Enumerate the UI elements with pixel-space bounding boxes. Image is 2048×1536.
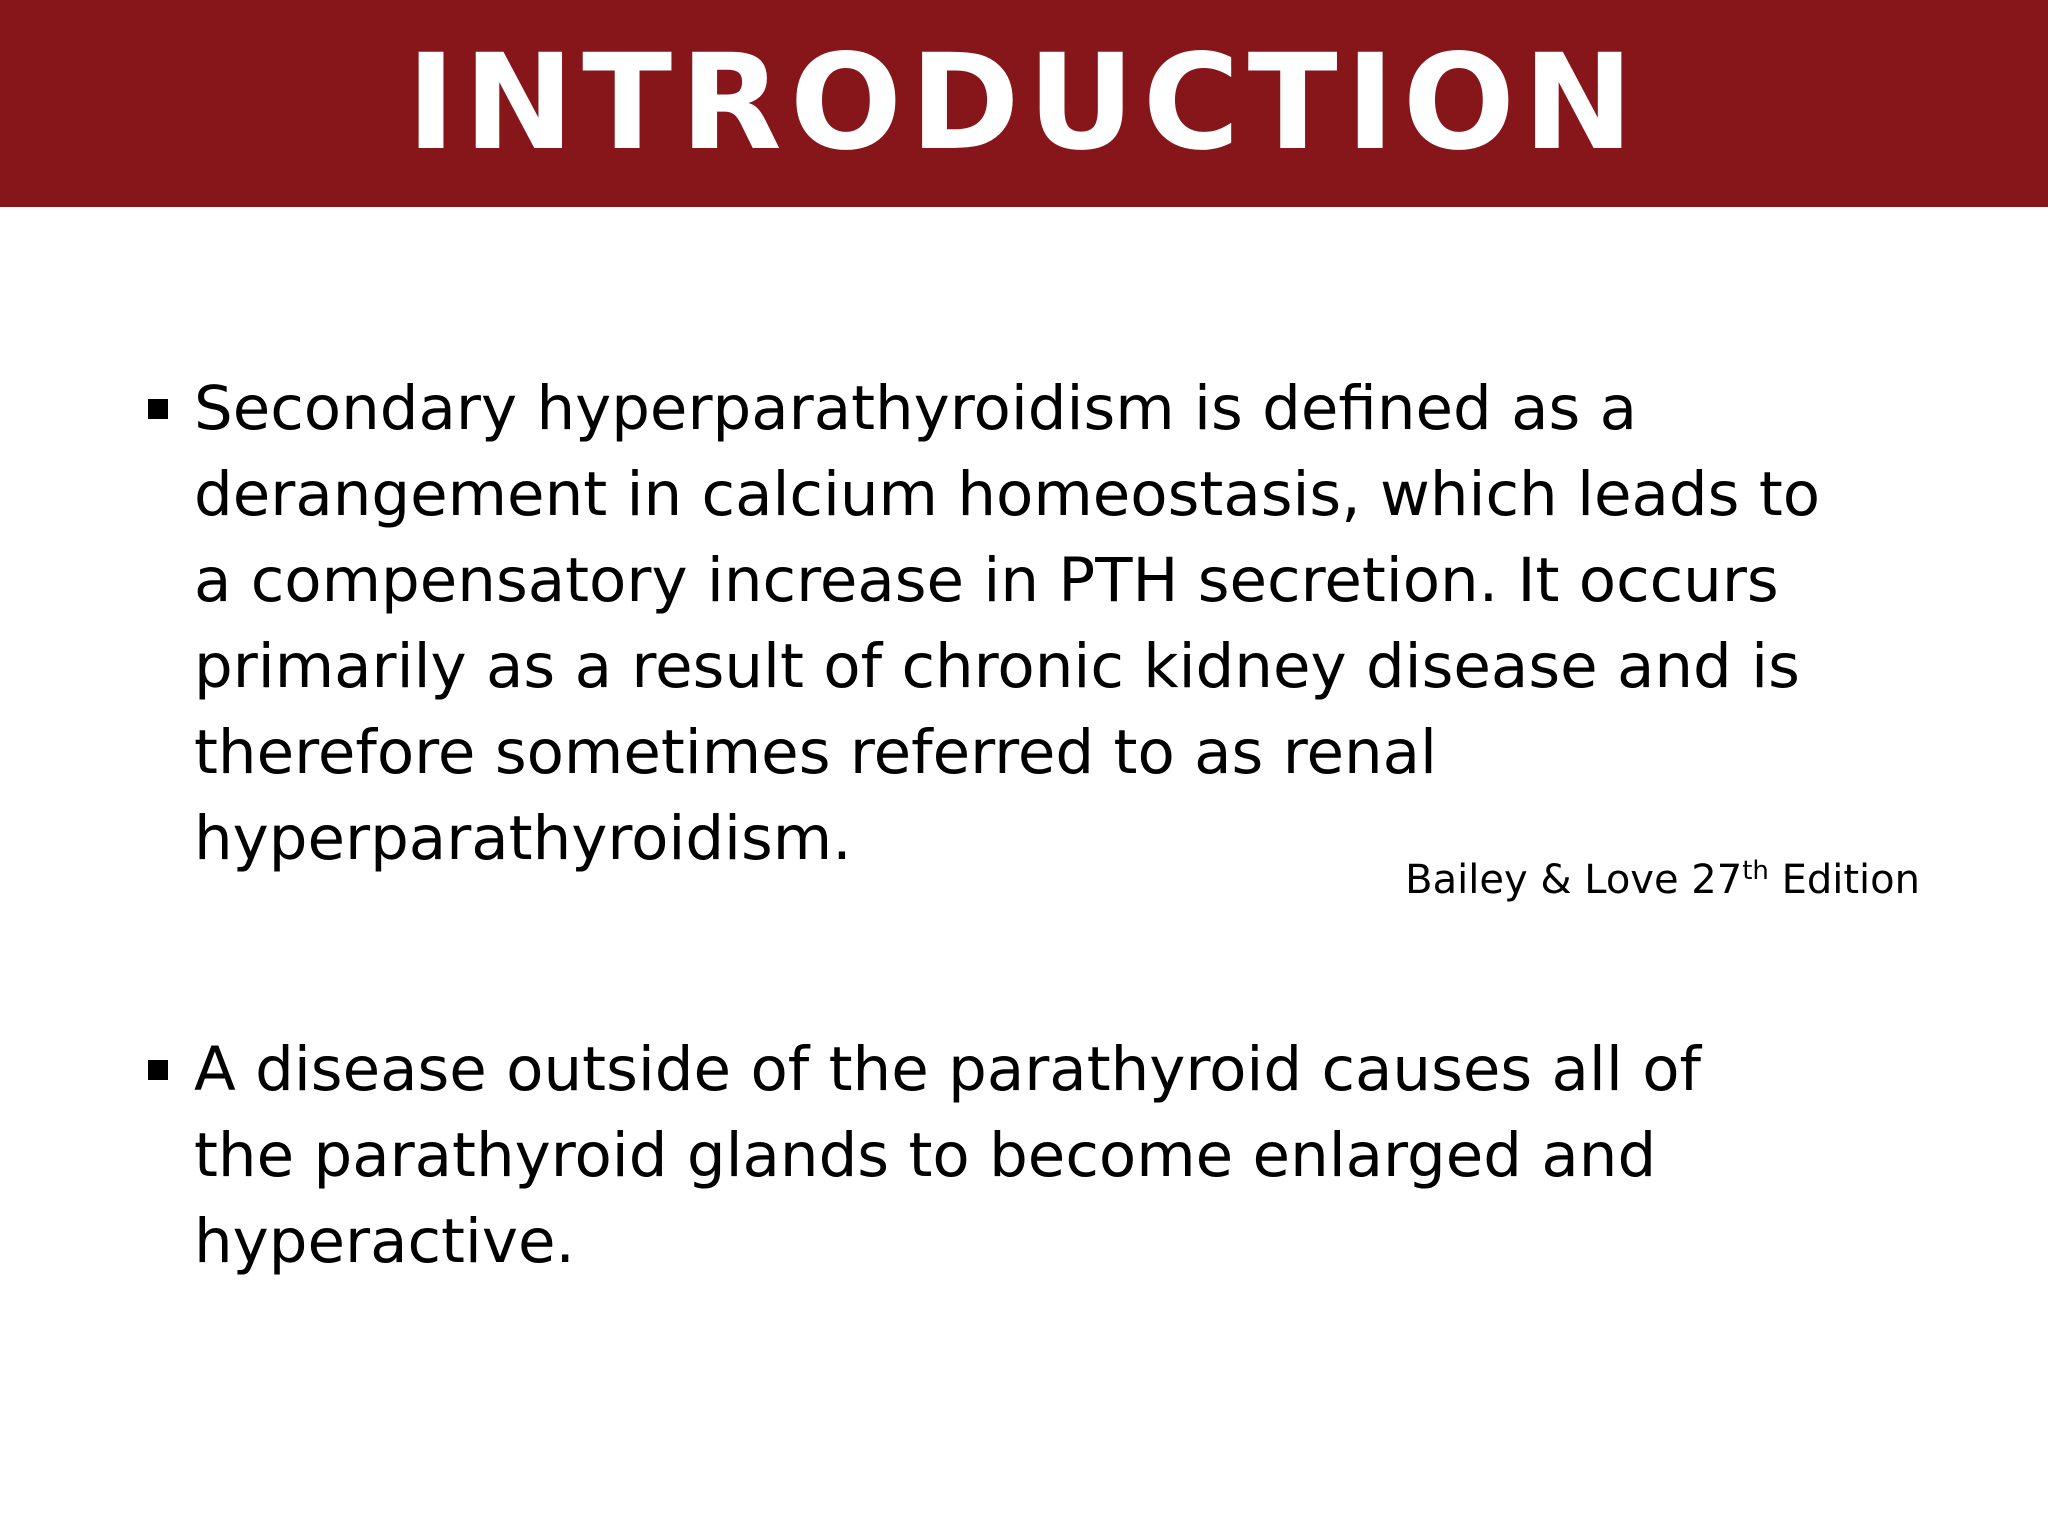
bullet-item bbox=[148, 1027, 1928, 1287]
square-bullet-icon bbox=[148, 399, 168, 419]
citation bbox=[1405, 852, 1920, 908]
bullet-item bbox=[148, 366, 1928, 886]
bullet-text: Secondary hyperparathyroidism is defined as a derangement in calcium homeostasis, which leads to a compensatory increase in PTH secretion. It occurs primarily as a result of chronic kidney disease and is therefore sometimes referred to as renal hyperparathyroidism. bbox=[194, 373, 1821, 874]
bullet-text: A disease outside of the parathyroid causes all of the parathyroid glands to become enlarged and hyperactive. bbox=[194, 1034, 1702, 1277]
citation-suffix: Edition bbox=[1768, 857, 1920, 903]
slide-title: INTRODUCTION bbox=[406, 26, 1642, 180]
square-bullet-icon bbox=[148, 1060, 168, 1080]
title-bar bbox=[0, 0, 2048, 207]
citation-superscript: th bbox=[1742, 856, 1769, 886]
citation-prefix: Bailey & Love 27 bbox=[1405, 857, 1743, 903]
